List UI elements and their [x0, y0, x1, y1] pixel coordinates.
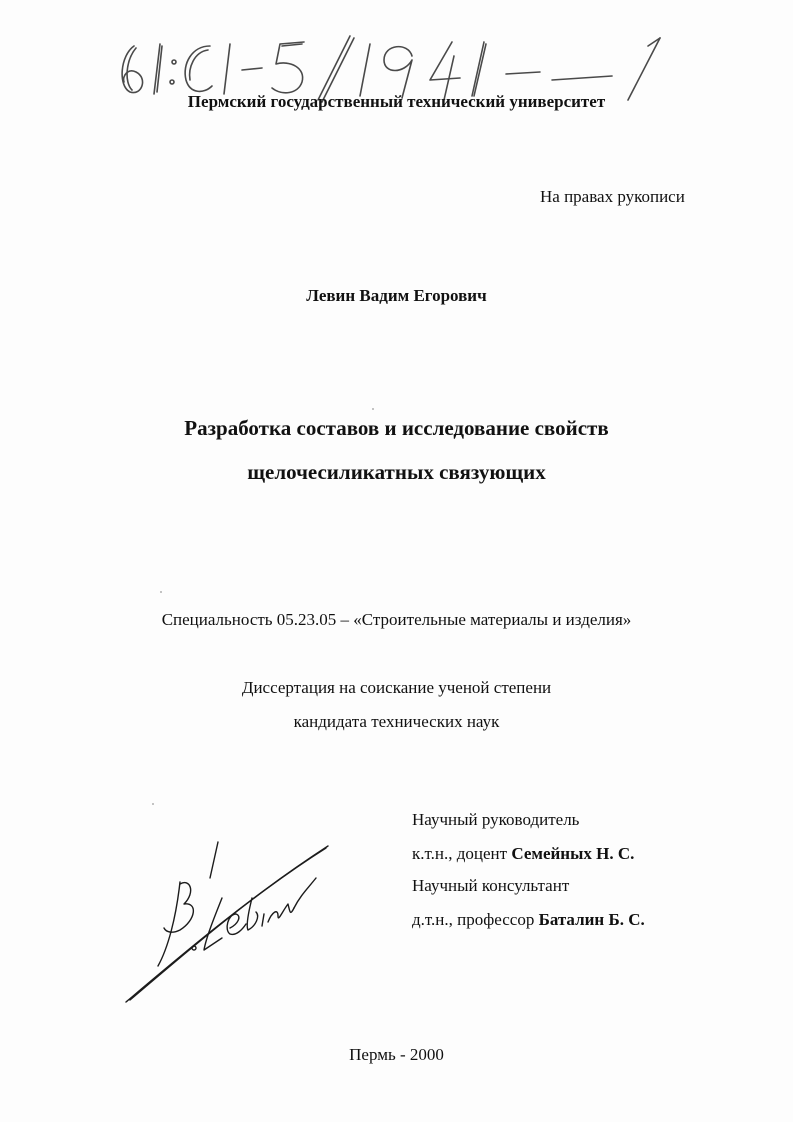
manuscript-note: На правах рукописи — [540, 187, 685, 206]
degree-line-1: Диссертация на соискание ученой степени — [241, 678, 552, 697]
scan-speck — [152, 803, 154, 805]
university-name: Пермский государственный технический университет — [187, 92, 606, 111]
supervisor-name: Семейных Н. С. — [511, 844, 635, 863]
thesis-title-line-2: щелочесиликатных связующих — [247, 460, 546, 484]
specialty-line: Специальность 05.23.05 – «Строительные материалы и изделия» — [161, 610, 632, 629]
author-signature-icon — [118, 838, 333, 1008]
scan-speck — [160, 591, 162, 593]
supervisor-role: Научный руководитель — [412, 810, 580, 829]
scan-speck — [372, 408, 374, 410]
thesis-title-line-1: Разработка составов и исследование свойств — [184, 416, 609, 440]
supervisor-title: к.т.н., доцент — [412, 844, 508, 863]
supervisor-line — [412, 844, 634, 864]
author-name: Левин Вадим Егорович — [306, 286, 487, 305]
degree-line-2: кандидата технических наук — [293, 712, 500, 731]
consultant-role: Научный консультант — [412, 876, 570, 895]
consultant-title: д.т.н., профессор — [412, 910, 535, 929]
consultant-name: Баталин Б. С. — [538, 910, 645, 929]
city-year: Пермь - 2000 — [349, 1045, 444, 1064]
consultant-line — [412, 910, 645, 930]
